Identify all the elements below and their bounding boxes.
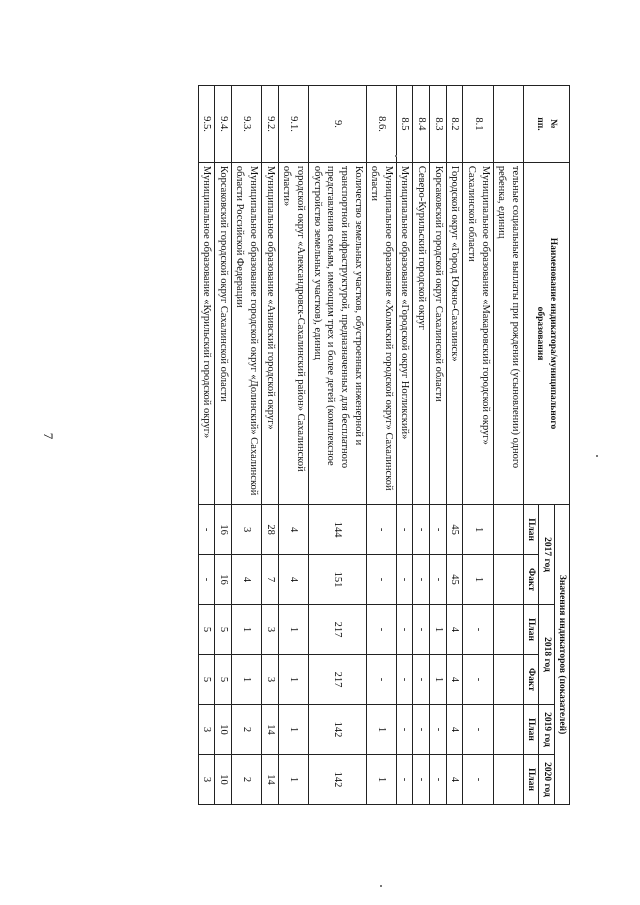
table-row (215, 86, 232, 805)
row-number: 9.1. (278, 86, 308, 163)
table-row (309, 86, 367, 805)
row-value-f18: 217 (309, 654, 367, 704)
row-name: тельные социальные выплаты при рождении (усыновлении) одного ребенка, единиц (493, 162, 523, 504)
row-value-p17: - (366, 505, 396, 555)
row-value-p18: - (413, 605, 430, 655)
row-value-p17 (493, 505, 523, 555)
row-value-f17: - (396, 555, 413, 605)
row-number: 9.5. (198, 86, 215, 163)
row-value-p18: 5 (215, 605, 232, 655)
row-value-p17: 45 (446, 505, 463, 555)
header-year-2020: 2020 год (539, 754, 554, 804)
header-year-2018: 2018 год (539, 605, 554, 705)
row-value-f18 (493, 654, 523, 704)
table-row (198, 86, 215, 805)
row-value-p20: 2 (231, 754, 261, 804)
table-row (463, 86, 493, 805)
page-number: 7 (41, 432, 56, 440)
row-value-p20: - (430, 754, 447, 804)
row-name: Муниципальное образование «Городской округ Ногликский» (396, 162, 413, 504)
row-name: Муниципальное образование городской округ «Долинский» Сахалинской области Российской Федерации (231, 162, 261, 504)
row-value-f17: 7 (262, 555, 279, 605)
row-value-p19: 10 (215, 704, 232, 754)
table-row (262, 86, 279, 805)
row-value-p19: 1 (366, 704, 396, 754)
header-no: № пп. (523, 86, 569, 163)
row-number: 9.4. (215, 86, 232, 163)
row-value-p17: - (430, 505, 447, 555)
table-row (396, 86, 413, 805)
row-number: 9.2. (262, 86, 279, 163)
table-row (430, 86, 447, 805)
row-value-f18: 1 (231, 654, 261, 704)
header-plan-2017: План (523, 505, 538, 555)
row-name: Муниципальное образование «Макаровский городской округ» Сахалинской области (463, 162, 493, 504)
scan-speck (596, 455, 598, 457)
row-value-f18: 5 (215, 654, 232, 704)
header-values: Значения индикаторов (показателей) (554, 505, 569, 805)
row-value-f17 (493, 555, 523, 605)
table-row (231, 86, 261, 805)
header-fact-2017: Факт (523, 555, 538, 605)
indicators-table (198, 85, 570, 805)
row-value-p19: 4 (446, 704, 463, 754)
row-number: 8.3 (430, 86, 447, 163)
row-value-p17: 144 (309, 505, 367, 555)
row-value-p18: - (463, 605, 493, 655)
rotated-table-container (92, 85, 570, 805)
row-number: 9.3. (231, 86, 261, 163)
header-year-2017: 2017 год (539, 505, 554, 605)
row-value-p17: - (198, 505, 215, 555)
row-value-p17: 28 (262, 505, 279, 555)
row-value-p18: 5 (198, 605, 215, 655)
header-plan-2020: План (523, 754, 538, 804)
row-number: 8.5 (396, 86, 413, 163)
row-number: 8.2 (446, 86, 463, 163)
row-value-p19: - (463, 704, 493, 754)
row-name: городской округ «Александровск-Сахалинский район» Сахалинской области» (278, 162, 308, 504)
row-number (493, 86, 523, 163)
scan-speck (395, 155, 397, 157)
table-row (446, 86, 463, 805)
row-name: Северо-Курильский городской округ (413, 162, 430, 504)
header-fact-2018: Факт (523, 654, 538, 704)
row-value-p18: 4 (446, 605, 463, 655)
row-value-f18: 5 (198, 654, 215, 704)
row-value-f17: 45 (446, 555, 463, 605)
header-plan-2018: План (523, 605, 538, 655)
row-value-p18: - (366, 605, 396, 655)
table-row (493, 86, 523, 805)
row-value-p18 (493, 605, 523, 655)
row-value-p19: - (430, 704, 447, 754)
row-number: 9. (309, 86, 367, 163)
table-body (198, 86, 523, 805)
row-value-f18: 1 (430, 654, 447, 704)
row-value-p20: 142 (309, 754, 367, 804)
row-value-p19: 142 (309, 704, 367, 754)
row-value-f17: - (413, 555, 430, 605)
row-value-p18: 1 (430, 605, 447, 655)
row-value-f17: 4 (278, 555, 308, 605)
row-value-f17: 16 (215, 555, 232, 605)
row-value-f18: - (396, 654, 413, 704)
row-name: Корсаковский городской округ Сахалинской области (215, 162, 232, 504)
row-value-f17: 1 (463, 555, 493, 605)
row-name: Муниципальное образование «Курильский городской округ» (198, 162, 215, 504)
row-value-p18: 1 (231, 605, 261, 655)
row-name: Количество земельных участков, обустроенных инженерной и транспортной инфраструктурой, предназначенных для бесплатного представления семьям, имеющим трех и более детей (комплексное обустройство земельных участков), единиц (309, 162, 367, 504)
row-value-p17: 4 (278, 505, 308, 555)
row-value-p19: - (396, 704, 413, 754)
row-value-p20: 1 (366, 754, 396, 804)
row-name: Муниципальное образование «Холмский городской округ» Сахалинской области (366, 162, 396, 504)
scan-speck (380, 885, 382, 887)
header-name: Наименование индикатора/муниципального образования (523, 162, 569, 504)
row-number: 8.1 (463, 86, 493, 163)
row-name: Муниципальное образование «Анивский городской округ» (262, 162, 279, 504)
row-value-p17: - (413, 505, 430, 555)
row-value-f18: 1 (278, 654, 308, 704)
row-value-p17: 16 (215, 505, 232, 555)
row-number: 8.4 (413, 86, 430, 163)
table-row (366, 86, 396, 805)
row-value-p20: - (463, 754, 493, 804)
row-value-p20: - (396, 754, 413, 804)
row-value-p17: - (396, 505, 413, 555)
row-value-f18: 4 (446, 654, 463, 704)
row-value-p20: - (413, 754, 430, 804)
row-value-f18: - (366, 654, 396, 704)
row-value-p19: 1 (278, 704, 308, 754)
row-value-f17: - (430, 555, 447, 605)
row-value-p18: 217 (309, 605, 367, 655)
table-row (278, 86, 308, 805)
row-value-p20: 4 (446, 754, 463, 804)
row-value-p20: 14 (262, 754, 279, 804)
table-header (523, 86, 569, 805)
row-value-p19 (493, 704, 523, 754)
table-row (413, 86, 430, 805)
row-value-f18: - (413, 654, 430, 704)
row-value-p18: 1 (278, 605, 308, 655)
row-value-p17: 3 (231, 505, 261, 555)
row-name: Городской округ «Город Южно-Сахалинск» (446, 162, 463, 504)
header-plan-2019: План (523, 704, 538, 754)
header-year-2019: 2019 год (539, 704, 554, 754)
row-name: Корсаковский городской округ Сахалинской области (430, 162, 447, 504)
row-value-p19: 3 (198, 704, 215, 754)
row-value-f18: 3 (262, 654, 279, 704)
row-value-p17: 1 (463, 505, 493, 555)
row-value-f17: - (366, 555, 396, 605)
row-value-p19: 14 (262, 704, 279, 754)
row-value-p18: - (396, 605, 413, 655)
row-value-f17: - (198, 555, 215, 605)
row-value-p19: 2 (231, 704, 261, 754)
row-value-p20 (493, 754, 523, 804)
row-number: 8.6. (366, 86, 396, 163)
row-value-f17: 151 (309, 555, 367, 605)
row-value-p20: 10 (215, 754, 232, 804)
row-value-p19: - (413, 704, 430, 754)
row-value-f17: 4 (231, 555, 261, 605)
row-value-p20: 3 (198, 754, 215, 804)
row-value-f18: - (463, 654, 493, 704)
row-value-p18: 3 (262, 605, 279, 655)
row-value-p20: 1 (278, 754, 308, 804)
